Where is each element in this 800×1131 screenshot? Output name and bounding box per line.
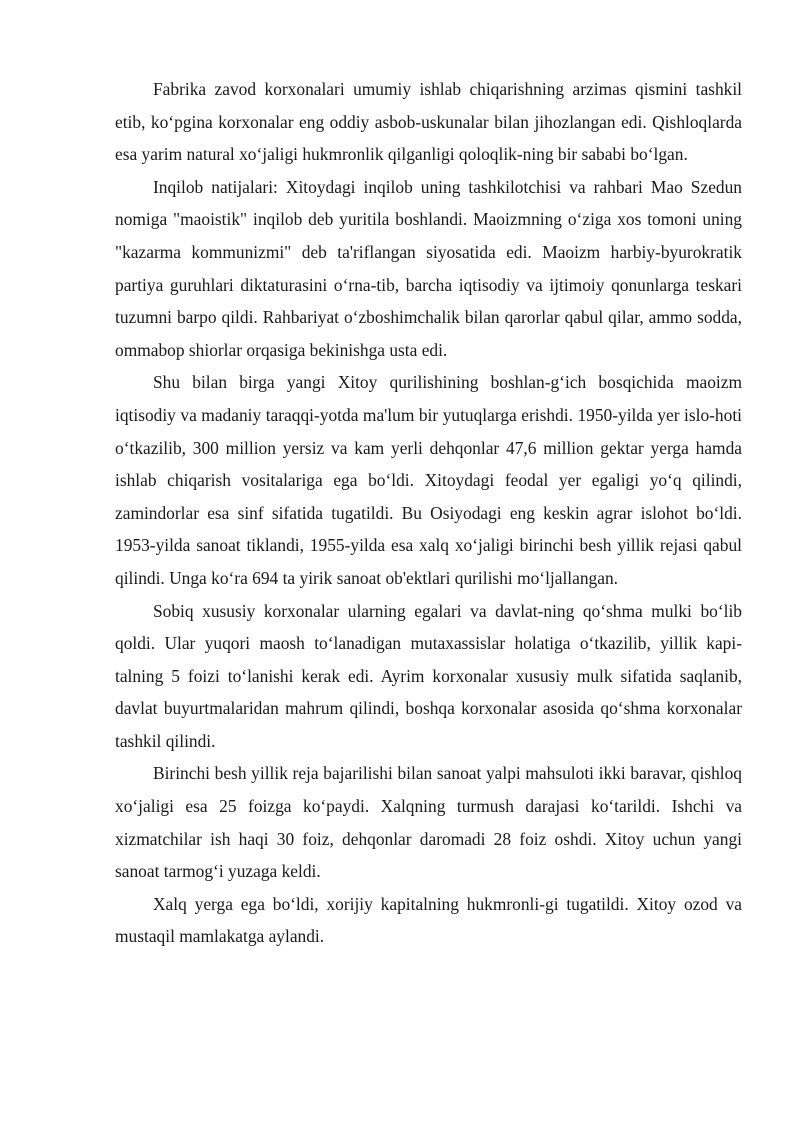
paragraph-4: Sobiq xususiy korxonalar ularning egalari va davlat-ning qo‘shma mulki bo‘lib qoldi. Ular yuqori maosh to‘lanadigan mutaxassislar holatiga o‘tkazilib, yillik kapi-talning 5 foizi to‘lanishi kerak edi. Ayrim korxonalar xususiy mulk sifatida saqlanib, davlat buyurtmalaridan mahrum qilindi, boshqa korxonalar asosida qo‘shma korxonalar tashkil qilindi. [115, 600, 742, 751]
paragraph-2: Inqilob natijalari: Xitoydagi inqilob uning tashkilotchisi va rahbari Mao Szedun nomiga "maoistik" inqilob deb yuritila boshlandi. Maoizmning o‘ziga xos tomoni uning "kazarma kommunizmi" deb ta'riflangan siyosatida edi. Maoizm harbiy-byurokratik partiya guruhlari diktaturasini o‘rna-tib, barcha iqtisodiy va ijtimoiy qonunlarga teskari tuzumni barpo qildi. Rahbariyat o‘zboshimchalik bilan qarorlar qabul qilar, ammo sodda, ommabop shiorlar orqasiga bekinishga usta edi. [115, 176, 742, 360]
paragraph-1: Fabrika zavod korxonalari umumiy ishlab chiqarishning arzimas qismini tashkil etib, ko‘pgina korxonalar eng oddiy asbob-uskunalar bilan jihozlangan edi. Qishloqlarda esa yarim natural xo‘jaligi hukmronlik qilganligi qoloqlik-ning bir sababi bo‘lgan. [115, 79, 742, 165]
document-page [115, 73, 742, 953]
paragraph-3: Shu bilan birga yangi Xitoy qurilishining boshlan-g‘ich bosqichida maoizm iqtisodiy va madaniy taraqqi-yotda ma'lum bir yutuqlarga erishdi. 1950-yilda yer islo-hoti o‘tkazilib, 300 million yersiz va kam yerli dehqonlar 47,6 million gektar yerga hamda ishlab chiqarish vositalariga ega bo‘ldi. Xitoydagi feodal yer egaligi yo‘q qilindi, zamindorlar esa sinf sifatida tugatildi. Bu Osiyodagi eng keskin agrar islohot bo‘ldi. 1953-yilda sanoat tiklandi, 1955-yilda esa xalq xo‘jaligi birinchi besh yillik rejasi qabul qilindi. Unga ko‘ra 694 ta yirik sanoat ob'ektlari qurilishi mo‘ljallangan. [115, 372, 742, 588]
paragraph-6: Xalq yerga ega bo‘ldi, xorijiy kapitalning hukmronli-gi tugatildi. Xitoy ozod va mustaqil mamlakatga aylandi. [115, 893, 742, 947]
paragraph-5: Birinchi besh yillik reja bajarilishi bilan sanoat yalpi mahsuloti ikki baravar, qishloq xo‘jaligi esa 25 foizga ko‘paydi. Xalqning turmush darajasi ko‘tarildi. Ishchi va xizmatchilar ish haqi 30 foiz, dehqonlar daromadi 28 foiz oshdi. Xitoy uchun yangi sanoat tarmog‘i yuzaga keldi. [115, 763, 742, 882]
